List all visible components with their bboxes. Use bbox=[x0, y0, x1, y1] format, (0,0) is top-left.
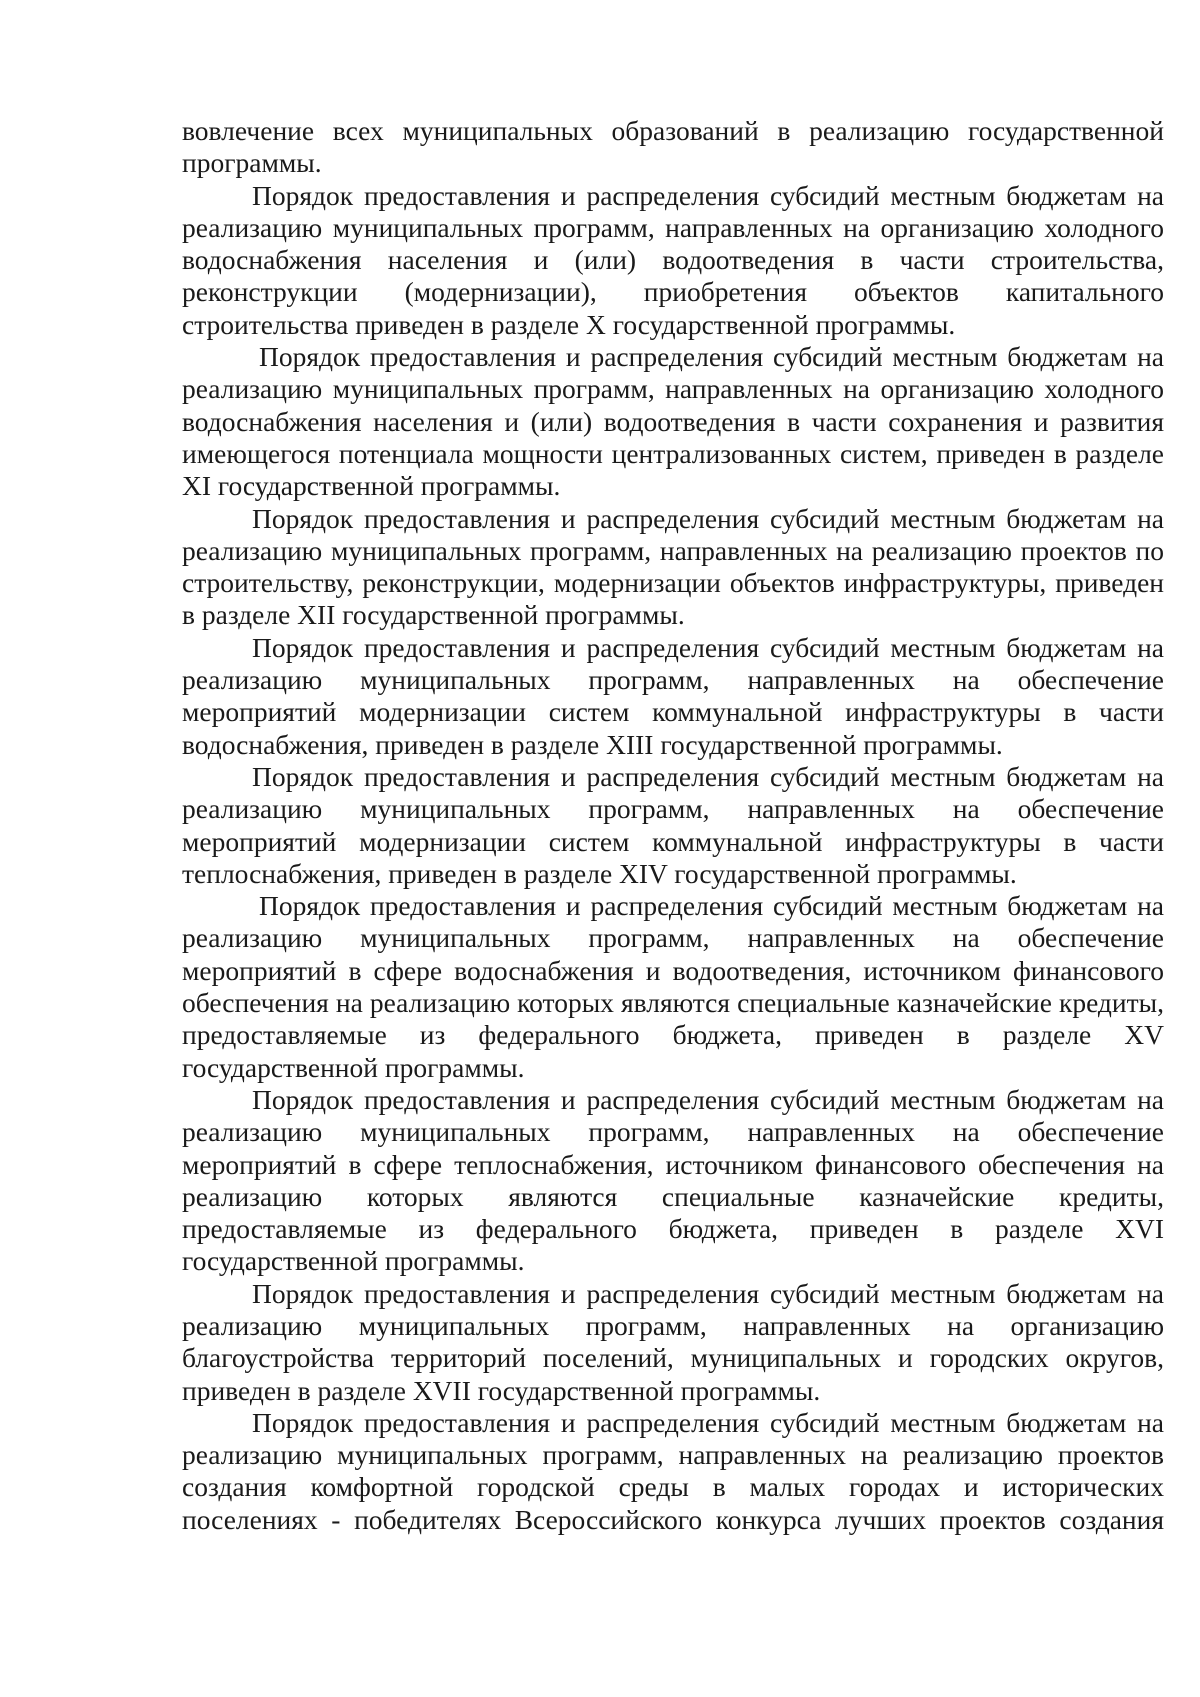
paragraph-section-xv: Порядок предоставления и распределения субсидий местным бюджетам на реализацию муниципальных программ, направленных на обеспечение мероприятий в сфере водоснабжения и водоотведения, источником финансового обеспечения на реализацию которых являются специальные казначейские кредиты, предоставляемые из федерального бюджета, приведен в разделе XV государственной программы. bbox=[182, 890, 1164, 1083]
paragraph-section-xvi: Порядок предоставления и распределения субсидий местным бюджетам на реализацию муниципальных программ, направленных на обеспечение мероприятий в сфере теплоснабжения, источником финансового обеспечения на реализацию которых являются специальные казначейские кредиты, предоставляемые из федерального бюджета, приведен в разделе XVI государственной программы. bbox=[182, 1083, 1164, 1277]
paragraph-section-xi: Порядок предоставления и распределения субсидий местным бюджетам на реализацию муниципальных программ, направленных на организацию холодного водоснабжения населения и (или) водоотведения в части сохранения и развития имеющегося потенциала мощности централизованных систем, приведен в разделе XI государственной программы. bbox=[182, 341, 1164, 502]
paragraph-section-xiv: Порядок предоставления и распределения субсидий местным бюджетам на реализацию муниципальных программ, направленных на обеспечение мероприятий модернизации систем коммунальной инфраструктуры в части теплоснабжения, приведен в разделе XIV государственной программы. bbox=[182, 760, 1164, 889]
paragraph-section-xii: Порядок предоставления и распределения субсидий местным бюджетам на реализацию муниципальных программ, направленных на реализацию проектов по строительству, реконструкции, модернизации объектов инфраструктуры, приведен в разделе XII государственной программы. bbox=[182, 502, 1164, 631]
document-body bbox=[182, 115, 1164, 1536]
paragraph-section-x: Порядок предоставления и распределения субсидий местным бюджетам на реализацию муниципальных программ, направленных на организацию холодного водоснабжения населения и (или) водоотведения в части строительства, реконструкции (модернизации), приобретения объектов капитального строительства приведен в разделе X государственной программы. bbox=[182, 179, 1164, 340]
paragraph-continuation: вовлечение всех муниципальных образований в реализацию государственной программы. bbox=[182, 115, 1164, 179]
paragraph-section-xiii: Порядок предоставления и распределения субсидий местным бюджетам на реализацию муниципальных программ, направленных на обеспечение мероприятий модернизации систем коммунальной инфраструктуры в части водоснабжения, приведен в разделе XIII государственной программы. bbox=[182, 631, 1164, 760]
paragraph-comfortable-environment: Порядок предоставления и распределения субсидий местным бюджетам на реализацию муниципальных программ, направленных на реализацию проектов создания комфортной городской среды в малых городах и исторических поселениях - победителях Всероссийского конкурса лучших проектов создания bbox=[182, 1406, 1164, 1535]
paragraph-section-xvii: Порядок предоставления и распределения субсидий местным бюджетам на реализацию муниципальных программ, направленных на организацию благоустройства территорий поселений, муниципальных и городских округов, приведен в разделе XVII государственной программы. bbox=[182, 1277, 1164, 1406]
